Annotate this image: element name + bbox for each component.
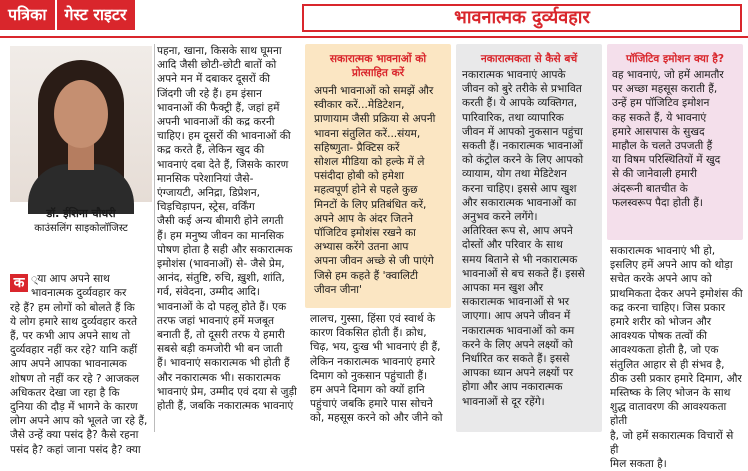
column-divider [154, 44, 155, 432]
column-4-text: सकारात्मक भावनाएं भी हो, इसलिए हमें अपने आप को थोड़ा सचेत करके अपने आप को प्राथमिकता देकर अपने इमोशंस की कद्र करना चाहिए। जिस प्रकार हमारे शरीर को भोजन और आवश्यक पोषक तत्वों की आवश्यकता होती है, जो एक संतुलित आहार से ही संभव है, ठीक उसी प्रकार हमारे दिमाग, और मस्तिष्क के लिए भोजन के साथ शुद्ध वातावरण की आवश्यकता होती है, जो हमें सकारात्मक विचारों से ही मिल सकता है। [610, 245, 743, 471]
author-photo [10, 46, 152, 202]
column-1 [10, 258, 153, 456]
column-1-text: ्या आप अपने साथ भावनात्मक दुर्व्यवहार कर रहे हैं? हम लोगों को बोलते हैं कि ये लोग हमारे साथ दुर्व्यवहार करते हैं, पर कभी आप अपने साथ तो दुर्व्यवहार नहीं कर रहे? यानि कहीं आप अपने आपका भावनात्मक शोषण तो नहीं कर रहे ? आजकल अधिकतर देखा जा रहा है कि दुनिया की दौड़ में भागने के कारण लोग अपने आप को भूलते जा रहे हैं, जैसे उन्हें क्या पसंद है? कैसे रहना पसंद है? कहां जाना पसंद है? क्या [10, 273, 148, 456]
column-3-text: लालच, गुस्सा, हिंसा एवं स्वार्थ के कारण विकसित होती हैं। क्रोध, चिढ़, भय, दुःख भी भावनाएं ही हैं, लेकिन नकारात्मक भावनाएं हमारे दिमाग को नुकसान पहुंचाती हैं। हम अपने दिमाग को क्यों हानि पहुंचाएं जबकि हमारे पास सोचने को, महसूस करने को और जीने को [310, 313, 443, 425]
header-rule [0, 36, 748, 38]
definition-box-heading: पॉजिटिव इमोशन क्या है? [625, 53, 725, 65]
article-title-box [302, 4, 742, 32]
masthead [0, 0, 748, 40]
author-role: काउंसलिंग साइकोलॉजिस्ट [34, 223, 128, 234]
section-name: गेस्ट राइटर [55, 0, 135, 30]
brand-tag [0, 0, 135, 30]
positive-box-heading: सकारात्मक भावनाओं को प्रोत्साहित करें [329, 53, 427, 79]
drop-cap: क [10, 274, 28, 292]
positive-box-text: अपनी भावनाओं को समझें और स्वीकार करें...मेडिटेशन, प्राणायाम जैसी प्रक्रिया से अपनी भावना संतुलित करें...संयम, सहिष्णुता- प्रैक्टिस करें सोशल मीडिया को हल्के में ले पसंदीदा होबी को हमेशा महत्वपूर्ण होने से पहले कुछ मिनटों के लिए प्रतिबंधित करें, अपने आप के अंदर जितने पॉजिटिव इमोशंस रखने का अभ्यास करेंगे उतना आप अपना जीवन अच्छे से जी पाएंगे जिसे हम कहते हैं 'क्वालिटी जीवन जीना' [314, 85, 436, 296]
article-title: भावनात्मक दुर्व्यवहार [454, 7, 590, 28]
portrait-face [54, 80, 108, 148]
brand-name: पत्रिका [0, 0, 55, 30]
definition-box-text: वह भावनाएं, जो हमें आमतौर पर अच्छा महसूस कराती हैं, उन्हें हम पॉजिटिव इमोशन कह सकते हैं, ये भावनाएं हमारे आसपास के सुखद माहौल के चलते उपजती हैं या विषम परिस्थितियों में खुद से की जानेवाली हमारी अंदरूनी बातचीत के फलस्वरूप पैदा होती हैं। [612, 69, 724, 209]
author-name: डॉ. ईशिना चौधरी [46, 207, 116, 220]
column-2-text: पहना, खाना, किसके साथ घूमना आदि जैसी छोटी-छोटी बातों को अपने मन में दबाकर दूसरों की जिंदगी जी रहे हैं। हम इंसान भावनाओं की फैक्ट्री हैं, जहां हमें अपनी भावनाओं की कद्र करनी चाहिए। हम दूसरों की भावनाओं की कद्र करते हैं, लेकिन खुद की भावनाएं दबा देते हैं, जिसके कारण मानसिक परेशानियां जैसे- एंग्जायटी, अनिद्रा, डिप्रेशन, चिड़चिड़ापन, स्ट्रेस, वर्किंग जैसी कई अन्य बीमारी होने लगती हैं। हम मनुष्य जीवन का मानसिक पोषण होता है सही और सकारात्मक इमोशंस (भावनाओं) से- जैसे प्रेम, आनंद, संतुष्टि, रुचि, ख़ुशी, शांति, गर्व, संवेदना, उम्मीद आदि। भावनाओं के दो पहलू होते हैं। एक तरफ जहां भावनाएं हमें मजबूत बनाती हैं, तो दूसरी तरफ ये हमारी सबसे बड़ी कमजोरी भी बन जाती हैं। भावनाएं सकारात्मक भी होती हैं और नकारात्मक भी। सकारात्मक भावनाएं प्रेम, उम्मीद एवं दया से जुड़ी होती हैं, जबकि नकारात्मक भावनाएं [157, 45, 297, 413]
negativity-box-heading: नकारात्मकता से कैसे बचें [480, 53, 578, 65]
negativity-box-text: नकारात्मक भावनाएं आपके जीवन को बुरे तरीके से प्रभावित करती हैं। ये आपके व्यक्तिगत, पारिवारिक, तथा व्यापारिक जीवन में आपको नुकसान पहुंचा सकती हैं। नकारात्मक भावनाओं को कंट्रोल करने के लिए आपको व्यायाम, योग तथा मेडिटेशन करना चाहिए। इससे आप खुश और सकारात्मक भावनाओं का अनुभव करने लगेंगे। अतिरिक्त रूप से, आप अपने दोस्तों और परिवार के साथ समय बिताने से भी नकारात्मक भावनाओं से बच सकते हैं। इससे आपका मन खुश और सकारात्मक भावनाओं से भर जाएगा। आप अपने जीवन में नकारात्मक भावनाओं को कम करने के लिए अपने लक्ष्यों को निर्धारित कर सकते हैं। इससे आपका ध्यान अपने लक्ष्यों पर होगा और आप नकारात्मक भावनाओं से दूर रहेंगे। [462, 69, 585, 408]
